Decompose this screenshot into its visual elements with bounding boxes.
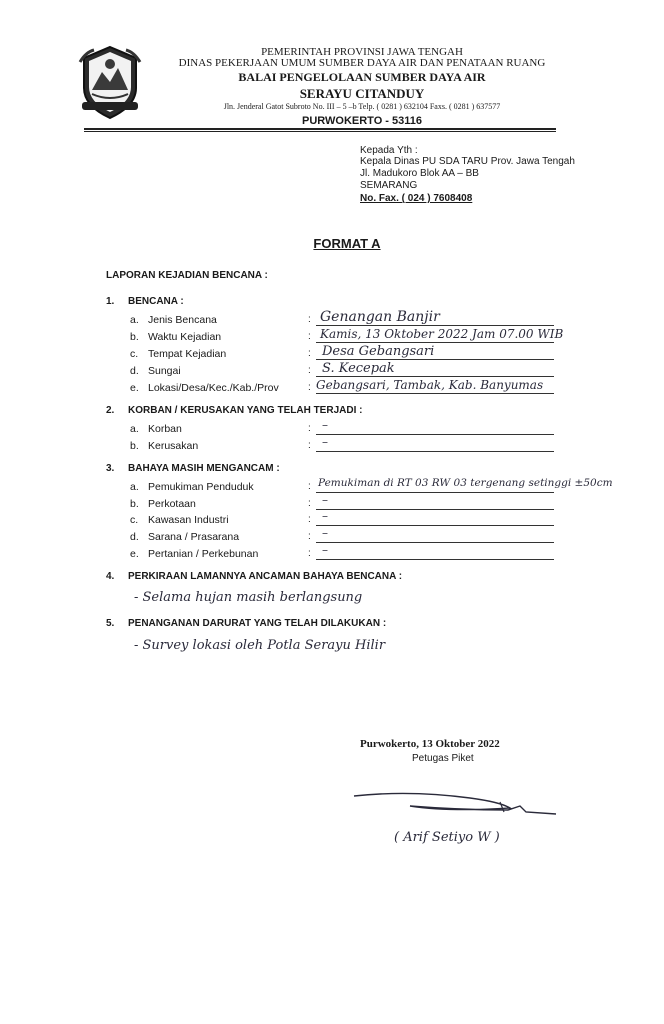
- field-colon: :: [308, 514, 311, 525]
- field-colon: :: [308, 498, 311, 509]
- signature-role: Petugas Piket: [412, 753, 474, 764]
- section-3-heading: 3. BAHAYA MASIH MENGANCAM :: [106, 463, 280, 474]
- letterhead-city: PURWOKERTO - 53116: [301, 115, 423, 127]
- field-label-kerusakan: b. Kerusakan: [130, 440, 199, 452]
- signature-name: ( Arif Setiyo W ): [394, 830, 500, 845]
- field-colon: :: [308, 331, 311, 342]
- report-title: LAPORAN KEJADIAN BENCANA :: [106, 270, 268, 281]
- field-label-perkotaan: b. Perkotaan: [130, 498, 196, 510]
- handwritten-signature-icon: [350, 786, 570, 826]
- field-colon: :: [308, 531, 311, 542]
- letterhead-line-3: BALAI PENGELOLAAN SUMBER DAYA AIR: [238, 70, 486, 84]
- recipient-fax: No. Fax. ( 024 ) 7608408: [360, 193, 473, 204]
- fill-line: [316, 359, 554, 360]
- field-colon: :: [308, 348, 311, 359]
- fill-line: [316, 559, 554, 560]
- field-value-sungai: S. Kecepak: [322, 361, 395, 376]
- fill-line: [316, 325, 554, 326]
- section-2-heading: 2. KORBAN / KERUSAKAN YANG TELAH TERJADI :: [106, 405, 363, 416]
- letterhead-line-1: PEMERINTAH PROVINSI JAWA TENGAH: [261, 46, 463, 58]
- fill-line: [316, 542, 554, 543]
- section-5-answer: - Survey lokasi oleh Potla Serayu Hilir: [134, 638, 386, 653]
- field-value-kawasan-industri: –: [322, 509, 328, 523]
- field-colon: :: [308, 423, 311, 434]
- recipient-line-1: Kepada Yth :: [360, 145, 418, 156]
- fill-line: [316, 342, 554, 343]
- fill-line: [316, 393, 554, 394]
- letterhead-rule-thin: [84, 131, 556, 132]
- field-value-waktu-kejadian: Kamis, 13 Oktober 2022 Jam 07.00 WIB: [320, 327, 564, 341]
- field-value-kerusakan: –: [322, 435, 328, 449]
- recipient-line-4: SEMARANG: [360, 180, 418, 191]
- field-label-waktu-kejadian: b. Waktu Kejadian: [130, 331, 222, 343]
- fill-line: [316, 451, 554, 452]
- section-title: BENCANA :: [128, 296, 184, 307]
- field-label-pertanian: e. Pertanian / Perkebunan: [130, 548, 259, 560]
- field-label-korban: a. Korban: [130, 423, 182, 435]
- field-label-kawasan-industri: c. Kawasan Industri: [130, 514, 229, 526]
- field-colon: :: [308, 365, 311, 376]
- letterhead-rule: [84, 128, 556, 130]
- section-4-answer: - Selama hujan masih berlangsung: [134, 590, 363, 605]
- letterhead-line-2: DINAS PEKERJAAN UMUM SUMBER DAYA AIR DAN PENATAAN RUANG: [178, 57, 546, 69]
- field-label-jenis-bencana: a. Jenis Bencana: [130, 314, 217, 326]
- field-label-tempat-kejadian: c. Tempat Kejadian: [130, 348, 227, 360]
- fill-line: [316, 434, 554, 435]
- field-label-sarana: d. Sarana / Prasarana: [130, 531, 240, 543]
- field-value-pertanian: –: [322, 543, 328, 557]
- section-1-heading: [106, 296, 184, 307]
- fill-line: [316, 509, 554, 510]
- field-colon: :: [308, 314, 311, 325]
- field-label-pemukiman: a. Pemukiman Penduduk: [130, 481, 254, 493]
- signature-mark: [350, 786, 570, 826]
- section-number: 1.: [106, 296, 115, 307]
- field-value-pemukiman: Pemukiman di RT 03 RW 03 tergenang setinggi ±50cm: [318, 477, 613, 489]
- field-label-lokasi: e. Lokasi/Desa/Kec./Kab./Prov: [130, 382, 279, 394]
- signature-place-date: Purwokerto, 13 Oktober 2022: [360, 738, 500, 750]
- field-value-korban: –: [322, 418, 328, 432]
- fill-line: [316, 376, 554, 377]
- field-label-sungai: d. Sungai: [130, 365, 181, 377]
- field-colon: :: [308, 440, 311, 451]
- field-value-perkotaan: –: [322, 493, 328, 507]
- section-4-heading: 4. PERKIRAAN LAMANNYA ANCAMAN BAHAYA BENCANA :: [106, 571, 403, 582]
- section-5-heading: 5. PENANGANAN DARURAT YANG TELAH DILAKUKAN :: [106, 618, 387, 629]
- fill-line: [316, 492, 554, 493]
- form-title: FORMAT A: [313, 236, 381, 251]
- letterhead-line-4: SERAYU CITANDUY: [299, 86, 425, 101]
- field-value-sarana: –: [322, 526, 328, 540]
- recipient-line-2: Kepala Dinas PU SDA TARU Prov. Jawa Tengah: [360, 156, 575, 167]
- field-value-tempat-kejadian: Desa Gebangsari: [322, 344, 435, 359]
- field-colon: :: [308, 548, 311, 559]
- field-value-jenis-bencana: Genangan Banjir: [320, 309, 440, 325]
- letterhead-address: Jln. Jenderal Gatot Subroto No. III – 5 –b Telp. ( 0281 ) 632104 Faxs. ( 0281 ) 637577: [223, 102, 501, 111]
- fill-line: [316, 525, 554, 526]
- field-value-lokasi: Gebangsari, Tambak, Kab. Banyumas: [316, 378, 544, 392]
- field-colon: :: [308, 481, 311, 492]
- recipient-line-3: Jl. Madukoro Blok AA – BB: [360, 168, 479, 179]
- field-colon: :: [308, 382, 311, 393]
